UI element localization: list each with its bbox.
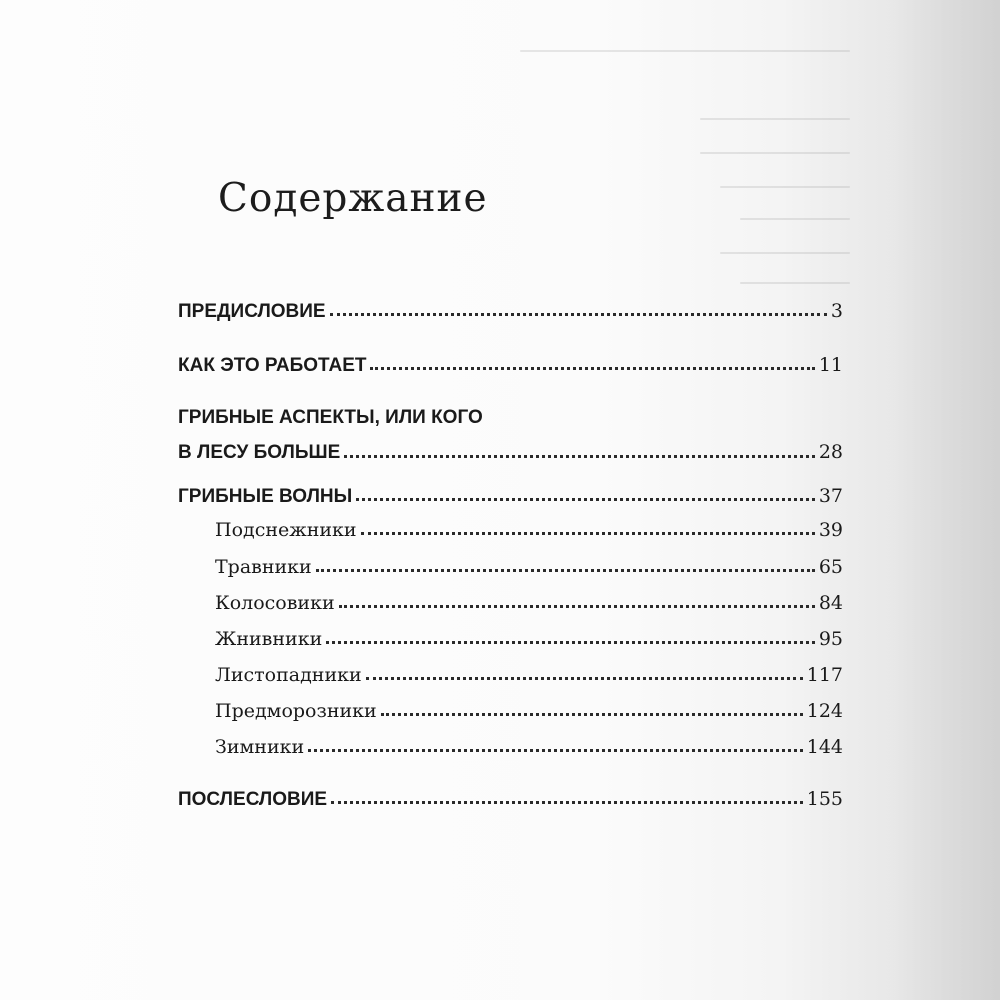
toc-entry-mushroom-aspects[interactable] bbox=[178, 407, 843, 464]
toc-page-number: 3 bbox=[830, 300, 843, 322]
toc-entry-foreword[interactable] bbox=[178, 300, 843, 323]
toc-page-number: 155 bbox=[806, 788, 843, 810]
dot-leader bbox=[356, 494, 815, 501]
dot-leader bbox=[344, 451, 815, 458]
toc-entry-label-line1: ГРИБНЫЕ АСПЕКТЫ, ИЛИ КОГО bbox=[178, 407, 483, 428]
dot-leader bbox=[331, 797, 803, 804]
toc-entry-label: ПРЕДИСЛОВИЕ bbox=[178, 301, 326, 322]
toc-page-number: 39 bbox=[818, 519, 843, 541]
toc-entry-mushroom-waves[interactable] bbox=[178, 485, 843, 508]
dot-leader bbox=[326, 637, 815, 644]
toc-subentry-grassers[interactable] bbox=[215, 556, 843, 578]
toc-subentry-snowdrops[interactable] bbox=[215, 519, 843, 541]
toc-entry-label: Листопадники bbox=[215, 664, 362, 686]
toc-page-number: 117 bbox=[806, 664, 843, 686]
toc-entry-label: Подснежники bbox=[215, 519, 357, 541]
toc-page-number: 65 bbox=[818, 556, 843, 578]
toc-subentry-earers[interactable] bbox=[215, 592, 843, 614]
dot-leader bbox=[381, 709, 803, 716]
toc-entry-label: Колосовики bbox=[215, 592, 335, 614]
dot-leader bbox=[361, 528, 815, 535]
page-title: Содержание bbox=[218, 176, 488, 221]
toc-entry-label-line2: В ЛЕСУ БОЛЬШЕ bbox=[178, 442, 341, 463]
dot-leader bbox=[316, 565, 815, 572]
toc-page-number: 144 bbox=[806, 736, 843, 758]
toc-page-number: 124 bbox=[806, 700, 843, 722]
dot-leader bbox=[330, 309, 827, 316]
toc-entry-label: Предморозники bbox=[215, 700, 377, 722]
toc-entry-label: Жнивники bbox=[215, 628, 323, 650]
dot-leader bbox=[308, 745, 803, 752]
toc-page-number: 28 bbox=[818, 441, 843, 463]
toc-subentry-reapers[interactable] bbox=[215, 628, 843, 650]
toc-entry-label: ГРИБНЫЕ ВОЛНЫ bbox=[178, 486, 353, 507]
toc-entry-label: КАК ЭТО РАБОТАЕТ bbox=[178, 355, 367, 376]
dot-leader bbox=[339, 601, 815, 608]
toc-page-number: 95 bbox=[818, 628, 843, 650]
toc-page-number: 37 bbox=[818, 485, 843, 507]
toc-subentry-leaf-fallers[interactable] bbox=[215, 664, 843, 686]
toc-page-number: 11 bbox=[818, 354, 843, 376]
toc-page-number: 84 bbox=[818, 592, 843, 614]
toc-entry-afterword[interactable] bbox=[178, 788, 843, 811]
toc-subentry-pre-frosters[interactable] bbox=[215, 700, 843, 722]
dot-leader bbox=[370, 363, 814, 370]
toc-entry-how-it-works[interactable] bbox=[178, 354, 843, 377]
dot-leader bbox=[366, 673, 803, 680]
toc-entry-label: Зимники bbox=[215, 736, 305, 758]
toc-entry-label: Травники bbox=[215, 556, 312, 578]
toc-entry-label: ПОСЛЕСЛОВИЕ bbox=[178, 789, 328, 810]
toc-subentry-winterers[interactable] bbox=[215, 736, 843, 758]
